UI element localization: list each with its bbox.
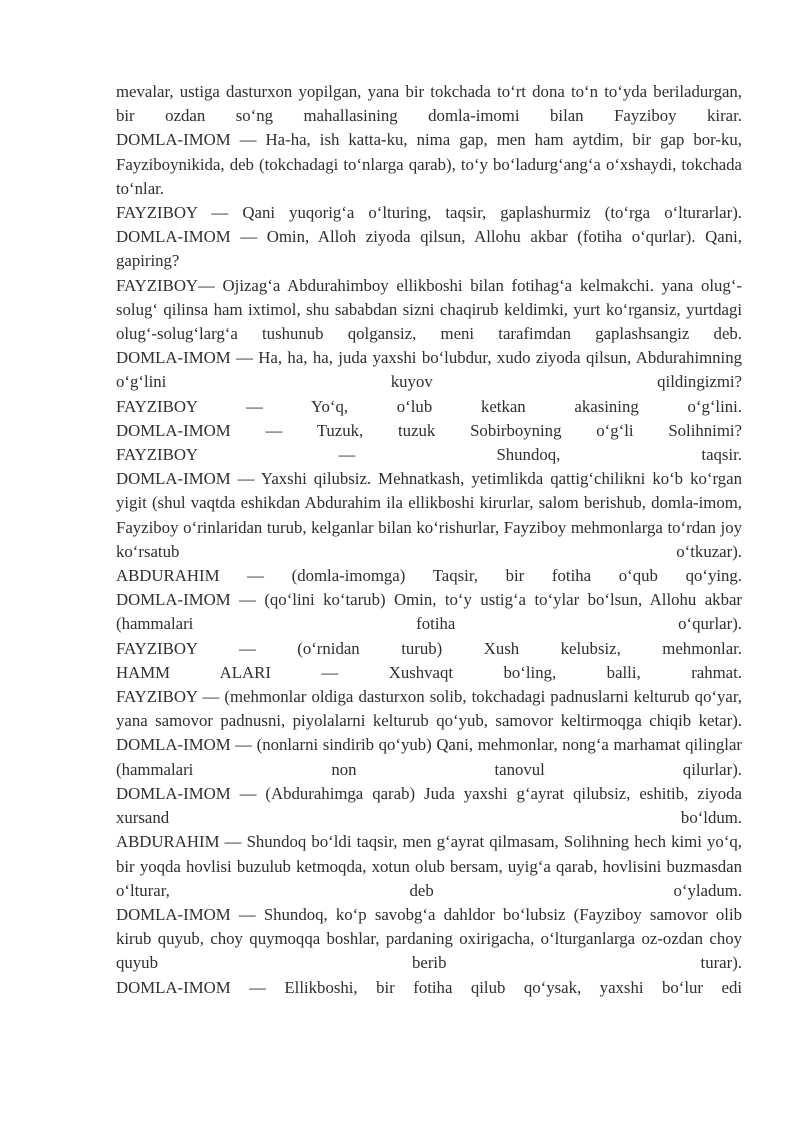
paragraph-domla-imom: DOMLA-IMOM — Omin, Alloh ziyoda qilsun, Allohu akbar (fotiha o‘qurlar). Qani, gapiring? bbox=[116, 227, 742, 271]
paragraph-abdurahim: ABDURAHIM — Shundoq bo‘ldi taqsir, men g‘ayrat qilmasam, Solihning hech kimi yo‘q, bir yoqda hovlisi buzulub ketmoqda, xotun olub bersam, uyig‘a qarab, hovlisini buzmasdan o‘lturar, deb o‘yladum. bbox=[116, 832, 742, 900]
paragraph-domla-imom: DOMLA-IMOM — Shundoq, ko‘p savobg‘a dahldor bo‘lubsiz (Fayziboy samovor olib kirub quyub, choy quymoqqa boshlar, pardaning oxirigacha, o‘lturganlarga oz-ozdan choy quyub berib turar). bbox=[116, 904, 742, 973]
paragraph-domla-imom: DOMLA-IMOM — Yaxshi qilubsiz. Mehnatkash, yetimlikda qattig‘chilikni ko‘b ko‘rgan yigit (shul vaqtda eshikdan Abdurahim ila ellikboshi kirurlar, salom berishub, domla-imom, Fayziboy o‘rinlaridan turub, kelganlar bilan ko‘rishurlar, Fayziboy mehmonlarga to‘rdan joy ko‘rsatub o‘tkuzar). bbox=[116, 469, 742, 561]
paragraph-fayziboy: FAYZIBOY — Shundoq, taqsir. bbox=[116, 445, 742, 465]
paragraph-stage-direction: mevalar, ustiga dasturxon yopilgan, yana bir tokchada to‘rt dona to‘n to‘yda beriladurgan, bir ozdan so‘ng mahallasining domla-imomi bilan Fayziboy kirar. bbox=[116, 82, 742, 126]
paragraph-domla-imom: DOMLA-IMOM — Ellikboshi, bir fotiha qilub qo‘ysak, yaxshi bo‘lur edi bbox=[116, 977, 742, 997]
paragraph-domla-imom: DOMLA-IMOM — Ha-ha, ish katta-ku, nima gap, men ham aytdim, bir gap bor-ku, Fayziboynikida, deb (tokchadagi to‘nlarga qarab), to‘y bo‘ladurg‘ang‘a o‘xshaydi, tokchada to‘nlar. bbox=[116, 130, 742, 198]
paragraph-hammalari: HAMM ALARI — Xushvaqt bo‘ling, balli, rahmat. bbox=[116, 662, 742, 682]
paragraph-domla-imom: DOMLA-IMOM — Ha, ha, ha, juda yaxshi bo‘lubdur, xudo ziyoda qilsun, Abdurahimning o‘g‘lini kuyov qildingizmi? bbox=[116, 348, 742, 392]
document-page bbox=[116, 80, 742, 1000]
paragraph-fayziboy: FAYZIBOY — Yo‘q, o‘lub ketkan akasining o‘g‘lini. bbox=[116, 396, 742, 416]
paragraph-abdurahim: ABDURAHIM — (domla-imomga) Taqsir, bir fotiha o‘qub qo‘ying. bbox=[116, 566, 742, 586]
paragraph-domla-imom: DOMLA-IMOM — (qo‘lini ko‘tarub) Omin, to‘y ustig‘a to‘ylar bo‘lsun, Allohu akbar (hammalari fotiha o‘qurlar). bbox=[116, 590, 742, 634]
paragraph-domla-imom: DOMLA-IMOM — (nonlarni sindirib qo‘yub) Qani, mehmonlar, nong‘a marhamat qilinglar (hammalari non tanovul qilurlar). bbox=[116, 735, 742, 779]
paragraph-domla-imom: DOMLA-IMOM — (Abdurahimga qarab) Juda yaxshi g‘ayrat qilubsiz, eshitib, ziyoda xursand bo‘ldum. bbox=[116, 783, 742, 828]
paragraph-fayziboy: FAYZIBOY— Ojizag‘a Abdurahimboy ellikboshi bilan fotihag‘a kelmakchi. yana olug‘-solug‘ qilinsa ham ixtimol, shu sababdan sizni chaqirub keldimki, yurt ko‘rgansiz, yurtdagi olug‘-solug‘larg‘a tushunub qolgansiz, meni tarafimdan gaplashsangiz deb. bbox=[116, 275, 742, 344]
paragraph-domla-imom: DOMLA-IMOM — Tuzuk, tuzuk Sobirboyning o‘g‘li Solihnimi? bbox=[116, 420, 742, 440]
paragraph-fayziboy: FAYZIBOY — (mehmonlar oldiga dasturxon solib, tokchadagi padnuslarni kelturub qo‘yar, yana samovor padnusni, piyolalarni kelturub qo‘yub, samovor keltirmoqga chiqib ketar). bbox=[116, 687, 742, 731]
paragraph-fayziboy: FAYZIBOY — (o‘rnidan turub) Xush kelubsiz, mehmonlar. bbox=[116, 638, 742, 658]
paragraph-fayziboy: FAYZIBOY — Qani yuqorig‘a o‘lturing, taqsir, gaplashurmiz (to‘rga o‘lturarlar). bbox=[116, 203, 742, 223]
